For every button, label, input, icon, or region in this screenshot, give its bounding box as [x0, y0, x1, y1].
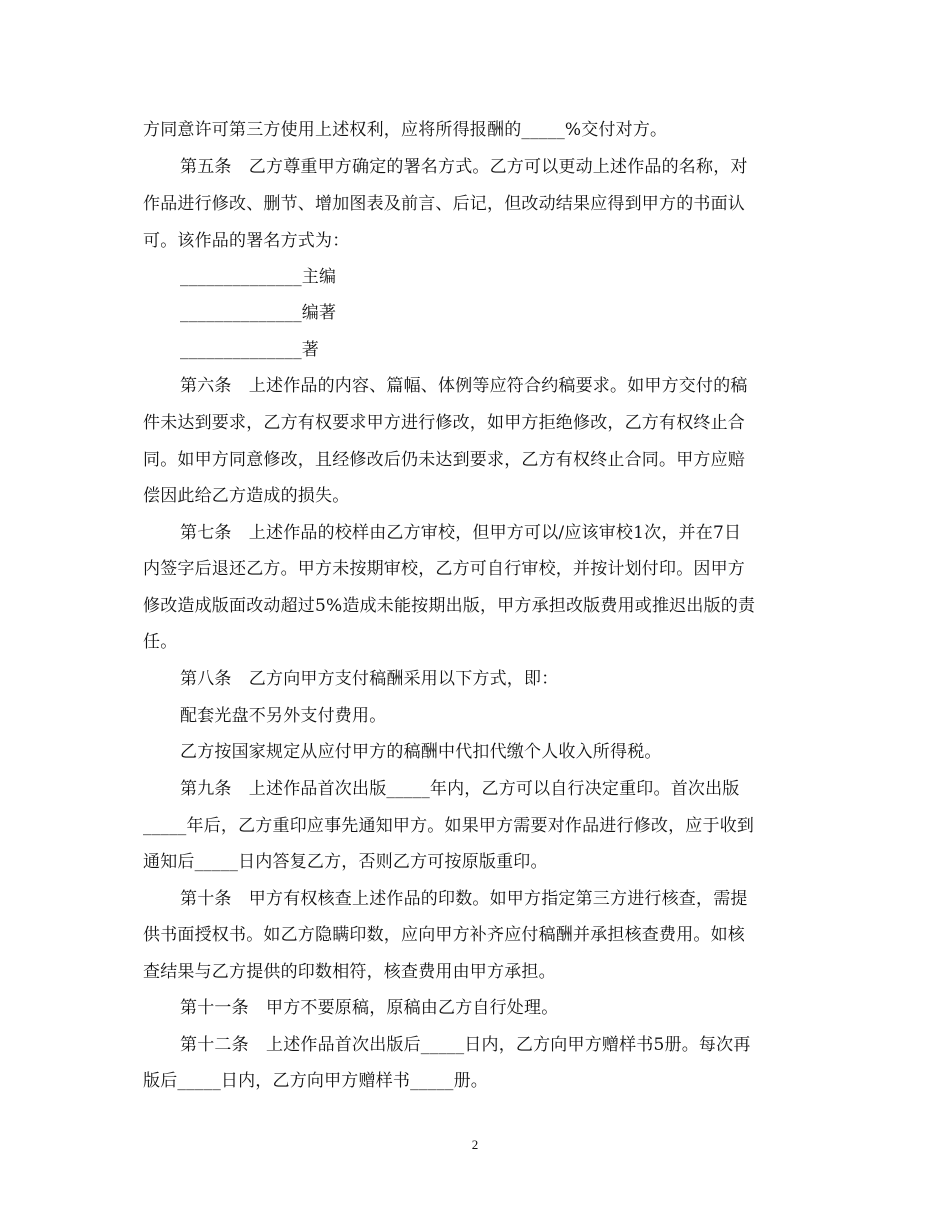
page-number: 2 — [471, 1137, 479, 1152]
paragraph-line: 供书面授权书。如乙方隐瞒印数，应向甲方补齐应付稿酬并承担核查费用。如核 — [143, 925, 745, 945]
paragraph-line: 任。 — [143, 632, 178, 652]
paragraph-line: 第七条 上述作品的校样由乙方审校，但甲方可以/应该审校1次，并在7日 — [180, 523, 742, 543]
paragraph-line: 第十条 甲方有权核查上述作品的印数。如甲方指定第三方进行核查，需提 — [180, 889, 748, 909]
paragraph-line: 作品进行修改、删节、增加图表及前言、后记，但改动结果应得到甲方的书面认 — [143, 194, 745, 214]
signature-line-author: ______________著 — [180, 340, 319, 360]
paragraph-line: 件未达到要求，乙方有权要求甲方进行修改，如甲方拒绝修改，乙方有权终止合 — [143, 413, 745, 433]
paragraph-line: 修改造成版面改动超过5%造成未能按期出版，甲方承担改版费用或推迟出版的责 — [143, 596, 756, 616]
signature-line-editor: ______________主编 — [180, 267, 337, 287]
paragraph-line: 可。该作品的署名方式为： — [143, 231, 350, 251]
paragraph-line: 配套光盘不另外支付费用。 — [180, 706, 387, 726]
paragraph-line: _____年后，乙方重印应事先通知甲方。如果甲方需要对作品进行修改，应于收到 — [143, 816, 755, 836]
paragraph-line: 第十一条 甲方不要原稿，原稿由乙方自行处理。 — [180, 998, 559, 1018]
paragraph-line: 乙方按国家规定从应付甲方的稿酬中代扣代缴个人收入所得税。 — [180, 742, 662, 762]
paragraph-line: 第八条 乙方向甲方支付稿酬采用以下方式，即： — [180, 669, 559, 689]
paragraph-line: 第六条 上述作品的内容、篇幅、体例等应符合约稿要求。如甲方交付的稿 — [180, 376, 748, 396]
paragraph-line: 方同意许可第三方使用上述权利，应将所得报酬的_____%交付对方。 — [143, 120, 668, 140]
paragraph-line: 第九条 上述作品首次出版_____年内，乙方可以自行决定重印。首次出版 — [180, 779, 740, 799]
paragraph-line: 第十二条 上述作品首次出版后_____日内，乙方向甲方赠样书5册。每次再 — [180, 1035, 751, 1055]
paragraph-line: 同。如甲方同意修改，且经修改后仍未达到要求，乙方有权终止合同。甲方应赔 — [143, 450, 745, 470]
paragraph-line: 通知后_____日内答复乙方，否则乙方可按原版重印。 — [143, 852, 548, 872]
signature-line-compiler: ______________编著 — [180, 303, 337, 323]
paragraph-line: 偿因此给乙方造成的损失。 — [143, 486, 350, 506]
paragraph-line: 查结果与乙方提供的印数相符，核查费用由甲方承担。 — [143, 962, 556, 982]
paragraph-line: 版后_____日内，乙方向甲方赠样书_____册。 — [143, 1071, 488, 1091]
paragraph-line: 内签字后退还乙方。甲方未按期审校，乙方可自行审校，并按计划付印。因甲方 — [143, 559, 745, 579]
paragraph-line: 第五条 乙方尊重甲方确定的署名方式。乙方可以更动上述作品的名称，对 — [180, 157, 748, 177]
